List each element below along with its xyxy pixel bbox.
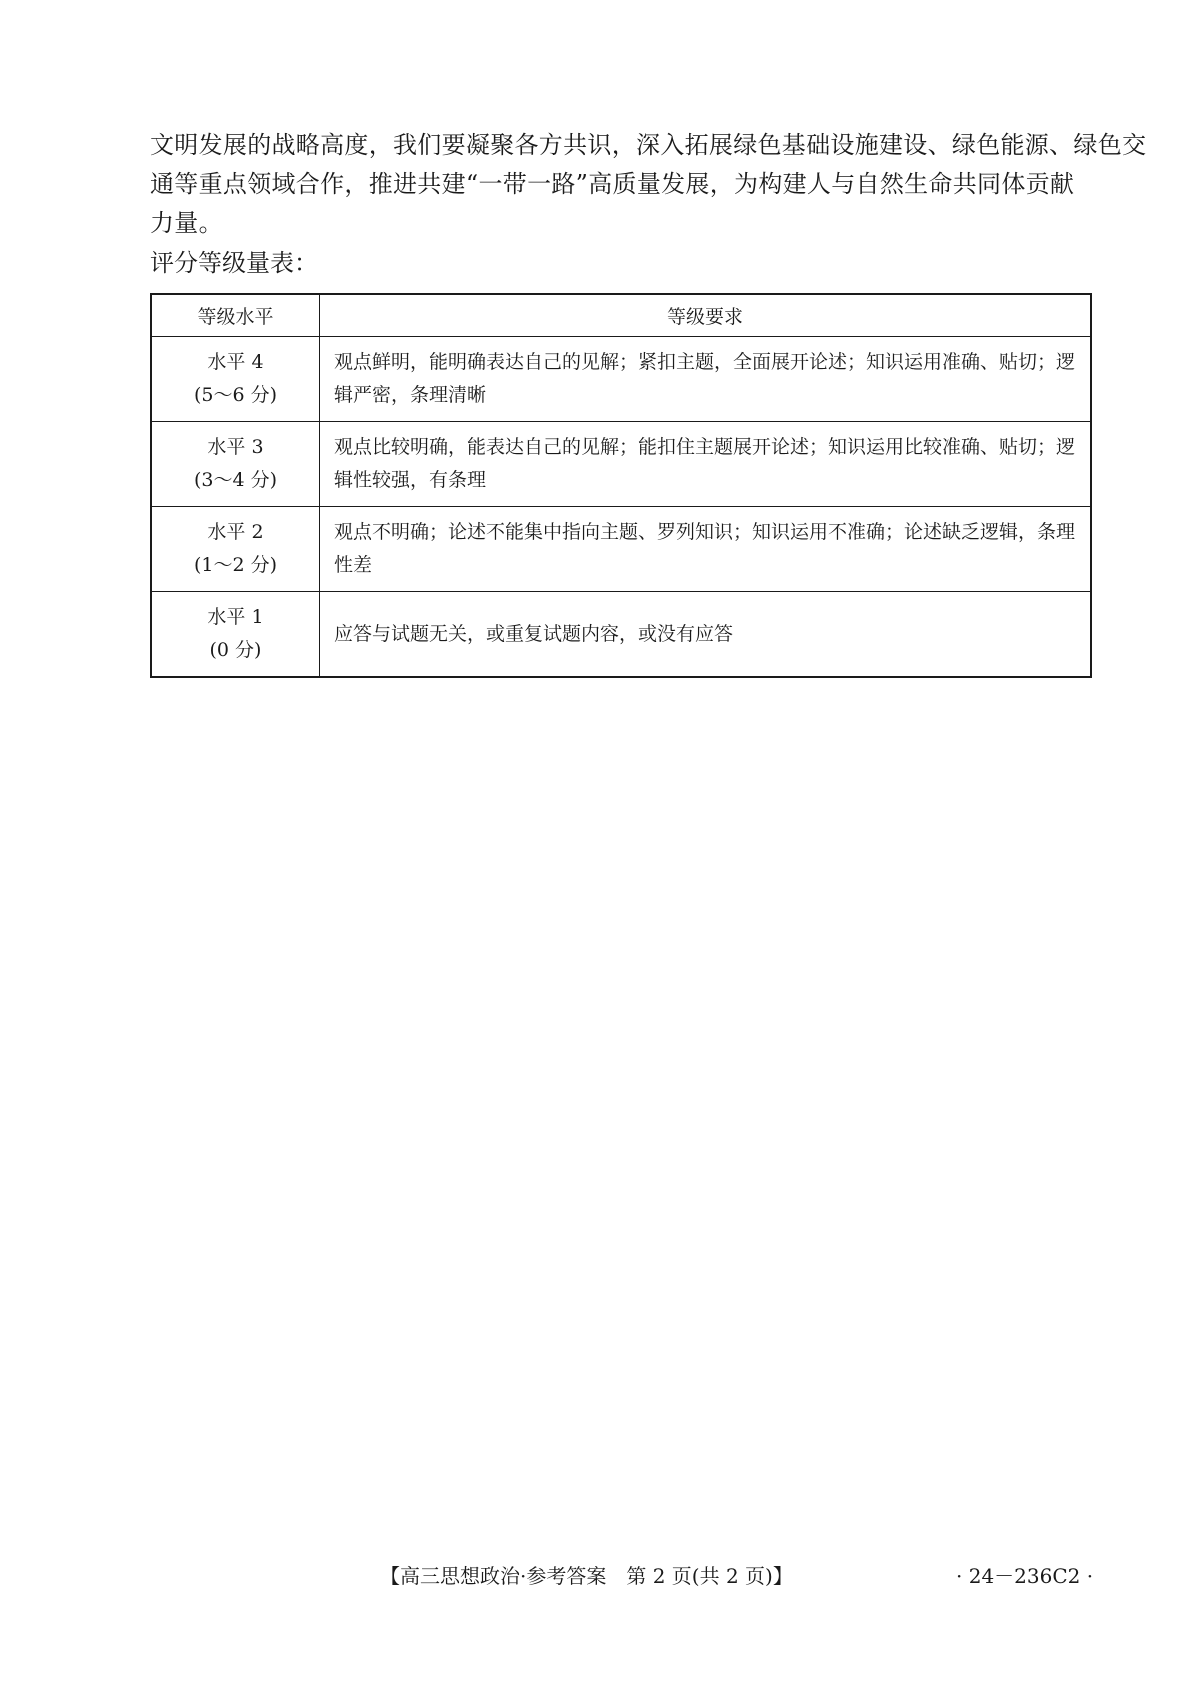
level-score: (5～6 分) <box>193 384 278 406</box>
table-caption: 评分等级量表： <box>150 249 318 277</box>
level-score: (3～4 分) <box>193 469 278 491</box>
table-row <box>151 592 1091 678</box>
table-row <box>151 507 1091 592</box>
level-name: 水平 2 <box>207 521 264 543</box>
table-header-row <box>151 294 1091 337</box>
level-cell <box>151 507 320 592</box>
level-cell <box>151 592 320 678</box>
header-level: 等级水平 <box>151 294 320 337</box>
paragraph-line: 文明发展的战略高度，我们要凝聚各方共识，深入拓展绿色基础设施建设、绿色能源、绿色交 <box>150 131 1147 159</box>
answer-paragraph <box>150 126 1147 243</box>
requirement-cell: 观点不明确；论述不能集中指向主题、罗列知识；知识运用不准确；论述缺乏逻辑，条理性差 <box>320 507 1092 592</box>
paragraph-line: 通等重点领域合作，推进共建“一带一路”高质量发展，为构建人与自然生命共同体贡献 <box>150 170 1075 198</box>
level-score: (0 分) <box>209 639 262 661</box>
document-code: · 24－236C2 · <box>956 1564 1094 1588</box>
header-requirement: 等级要求 <box>320 294 1092 337</box>
level-name: 水平 4 <box>207 351 264 373</box>
level-name: 水平 1 <box>207 606 264 628</box>
level-cell <box>151 422 320 507</box>
grading-scale-table <box>150 293 1092 678</box>
level-score: (1～2 分) <box>193 554 278 576</box>
paragraph-line: 力量。 <box>150 209 223 237</box>
requirement-cell: 观点鲜明，能明确表达自己的见解；紧扣主题，全面展开论述；知识运用准确、贴切；逻辑严密，条理清晰 <box>320 337 1092 422</box>
requirement-cell: 应答与试题无关，或重复试题内容，或没有应答 <box>320 592 1092 678</box>
level-name: 水平 3 <box>207 436 264 458</box>
table-row <box>151 422 1091 507</box>
requirement-cell: 观点比较明确，能表达自己的见解；能扣住主题展开论述；知识运用比较准确、贴切；逻辑性较强，有条理 <box>320 422 1092 507</box>
level-cell <box>151 337 320 422</box>
table-row <box>151 337 1091 422</box>
page-footer: 【高三思想政治·参考答案 第 2 页(共 2 页)】 <box>380 1564 793 1588</box>
